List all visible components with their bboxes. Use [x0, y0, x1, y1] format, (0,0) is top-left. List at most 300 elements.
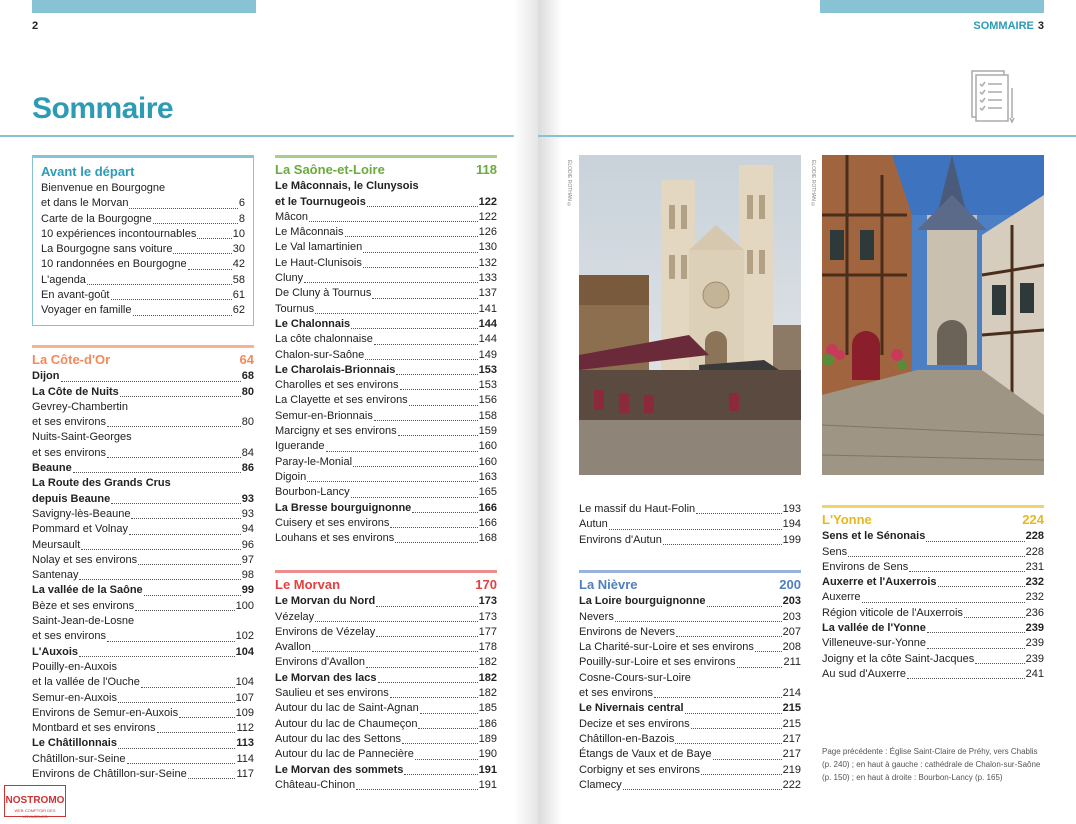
toc-entry-page: 239: [1025, 637, 1044, 650]
toc-entry-page: 102: [235, 630, 254, 643]
toc-entry-title: Cosne-Cours-sur-Loire: [579, 671, 691, 684]
dot-leader: [129, 208, 237, 209]
toc-entry: [579, 640, 801, 655]
toc-entry-title: Environs de Vézelay: [275, 625, 376, 638]
dot-leader: [609, 529, 782, 530]
toc-entry-page: 199: [782, 533, 801, 546]
toc-entry: [822, 529, 1044, 544]
dot-leader: [79, 656, 235, 657]
toc-entry-page: 236: [1025, 606, 1044, 619]
toc-entry: [275, 470, 497, 485]
dot-leader: [420, 713, 478, 714]
toc-entry-title: Autun: [579, 518, 608, 531]
toc-entry-page: 156: [478, 394, 497, 407]
toc-entry-page: 126: [478, 226, 497, 239]
toc-entry-title: 10 randonnées en Bourgogne: [41, 258, 187, 271]
dot-leader: [663, 544, 782, 545]
toc-entry-page: 100: [235, 599, 254, 612]
toc-entry-page: 203: [782, 595, 801, 608]
dot-leader: [615, 621, 782, 622]
toc-entry: [275, 179, 497, 194]
toc-entry-page: 122: [478, 210, 497, 223]
dot-leader: [157, 732, 236, 733]
toc-list-saone: [275, 179, 497, 546]
toc-column-nievre: [579, 570, 801, 793]
toc-entry-page: 112: [236, 722, 254, 735]
section-heading-saone: [275, 158, 497, 179]
dot-leader: [395, 542, 477, 543]
section-heading-yonne: [822, 508, 1044, 529]
dot-leader: [964, 617, 1025, 618]
left-page-number: 2: [32, 20, 39, 32]
toc-entry-page: 109: [235, 706, 254, 719]
photo-chalon-cathedral: [579, 155, 801, 475]
toc-entry: [32, 675, 254, 690]
toc-entry: [275, 778, 497, 793]
toc-entry-title: La vallée de la Saône: [32, 584, 143, 597]
dot-leader: [87, 284, 232, 285]
dot-leader: [907, 678, 1025, 679]
toc-entry-page: 93: [241, 507, 254, 520]
toc-entry-title: Autour du lac de Chaumeçon: [275, 717, 418, 730]
toc-entry-title: Le Morvan du Nord: [275, 595, 376, 608]
toc-entry-title: Le Chalonnais: [275, 317, 351, 330]
section-page: 170: [475, 577, 497, 592]
toc-entry-page: 191: [478, 763, 497, 776]
toc-entry: [275, 671, 497, 686]
toc-entry-page: 182: [478, 656, 497, 669]
toc-entry-page: 159: [478, 425, 497, 438]
toc-entry: [275, 640, 497, 655]
toc-entry-title: La Route des Grands Crus: [32, 477, 171, 490]
section-title: L'Yonne: [822, 512, 872, 527]
toc-entry: [41, 303, 245, 318]
dot-leader: [107, 457, 241, 458]
toc-entry-page: 182: [478, 687, 497, 700]
dot-leader: [153, 223, 238, 224]
toc-entry: [275, 501, 497, 516]
toc-entry-page: 177: [478, 625, 497, 638]
toc-entry-title: Autour du lac des Settons: [275, 732, 401, 745]
top-color-bar-right: [820, 0, 1044, 13]
dot-leader: [623, 789, 782, 790]
toc-entry-page: 215: [782, 702, 801, 715]
toc-entry-title: La Loire bourguignonne: [579, 595, 706, 608]
section-title: La Côte-d'Or: [32, 352, 111, 367]
checklist-icon: [968, 68, 1016, 124]
dot-leader: [312, 651, 478, 652]
toc-entry: [275, 195, 497, 210]
toc-entry-page: 231: [1025, 560, 1044, 573]
section-title: La Saône-et-Loire: [275, 162, 385, 177]
dot-leader: [133, 315, 232, 316]
toc-entry-title: depuis Beaune: [32, 492, 111, 505]
toc-entry-title: Clamecy: [579, 778, 622, 791]
toc-entry-page: 165: [478, 486, 497, 499]
toc-entry-title: Voyager en famille: [41, 304, 132, 317]
toc-entry-page: 68: [241, 370, 254, 383]
toc-entry-title: Joigny et la côte Saint-Jacques: [822, 652, 975, 665]
toc-entry: [275, 256, 497, 271]
dot-leader: [61, 381, 241, 382]
toc-entry-page: 219: [782, 763, 801, 776]
toc-entry-page: 211: [783, 656, 801, 669]
toc-entry-title: Iguerande: [275, 440, 325, 453]
toc-entry-title: Auxerre et l'Auxerrois: [822, 576, 937, 589]
toc-entry-title: Villeneuve-sur-Yonne: [822, 637, 926, 650]
dot-leader: [676, 636, 782, 637]
toc-entry: [275, 317, 497, 332]
toc-entry-page: 222: [782, 778, 801, 791]
toc-entry: [32, 369, 254, 384]
dot-leader: [926, 541, 1024, 542]
toc-entry-page: 149: [478, 348, 497, 361]
toc-entry-page: 158: [478, 409, 497, 422]
dot-leader: [351, 497, 478, 498]
dot-leader: [696, 513, 781, 514]
toc-entry: [32, 599, 254, 614]
dot-leader: [73, 472, 241, 473]
toc-entry-title: Louhans et ses environs: [275, 532, 395, 545]
toc-entry-title: Pouilly-sur-Loire et ses environs: [579, 656, 736, 669]
toc-column-yonne: [822, 505, 1044, 682]
toc-entry: [579, 594, 801, 609]
dot-leader: [81, 549, 240, 550]
nostromo-logo: [4, 785, 66, 817]
toc-entry: [32, 385, 254, 400]
top-color-bar-left: [32, 0, 256, 13]
toc-entry-page: 114: [236, 752, 254, 765]
dot-leader: [755, 651, 782, 652]
toc-entry-title: Le Mâconnais: [275, 226, 344, 239]
dot-leader: [366, 667, 478, 668]
toc-entry-page: 215: [782, 717, 801, 730]
toc-entry: [579, 671, 801, 686]
toc-entry: [579, 655, 801, 670]
toc-entry-title: La côte chalonnaise: [275, 333, 373, 346]
toc-entry-page: 61: [232, 289, 245, 302]
dot-leader: [138, 564, 241, 565]
toc-entry-page: 173: [478, 595, 497, 608]
toc-entry: [32, 553, 254, 568]
toc-entry: [32, 629, 254, 644]
logo-tagline: WEB COMPTOIR DES VOYAGEURS: [14, 808, 56, 819]
dot-leader: [120, 396, 241, 397]
toc-entry-page: 62: [232, 304, 245, 317]
toc-entry-title: Cluny: [275, 272, 304, 285]
toc-entry-title: Le Nivernais central: [579, 702, 684, 715]
toc-entry-page: 232: [1025, 591, 1044, 604]
dot-leader: [309, 221, 478, 222]
toc-entry: [275, 531, 497, 546]
toc-entry: [579, 747, 801, 762]
dot-leader: [131, 518, 240, 519]
running-header: [973, 20, 1044, 32]
dot-leader: [111, 503, 241, 504]
section-page: 64: [239, 352, 254, 367]
title-rule-right: [538, 135, 1076, 137]
toc-entry: [579, 778, 801, 793]
dot-leader: [848, 556, 1025, 557]
toc-entry-title: Château-Chinon: [275, 778, 356, 791]
dot-leader: [118, 748, 235, 749]
toc-entry-page: 228: [1025, 530, 1044, 543]
toc-entry: [32, 446, 254, 461]
toc-entry-title: et ses environs: [32, 630, 106, 643]
toc-entry-page: 214: [782, 687, 801, 700]
dot-leader: [691, 728, 782, 729]
photo-credit-2: ÉLODIE ROTHAN ©: [810, 160, 816, 209]
dot-leader: [79, 579, 240, 580]
toc-entry: [41, 227, 245, 242]
section-title: La Nièvre: [579, 577, 638, 592]
toc-entry: [275, 455, 497, 470]
toc-entry: [275, 225, 497, 240]
toc-entry: [275, 485, 497, 500]
toc-entry: [32, 415, 254, 430]
toc-entry-page: 10: [232, 227, 245, 240]
toc-entry: [32, 721, 254, 736]
toc-entry-page: 58: [232, 273, 245, 286]
dot-leader: [367, 206, 478, 207]
toc-entry: [41, 242, 245, 257]
dot-leader: [412, 512, 477, 513]
toc-entry-page: 153: [478, 379, 497, 392]
dot-leader: [737, 667, 783, 668]
toc-entry-page: 80: [241, 416, 254, 429]
toc-entry-title: Savigny-lès-Beaune: [32, 507, 131, 520]
dot-leader: [390, 527, 477, 528]
page-title: Sommaire: [32, 92, 174, 125]
toc-entry: [275, 210, 497, 225]
dot-leader: [685, 713, 782, 714]
toc-column-cote: [32, 345, 254, 782]
toc-entry: [579, 533, 801, 548]
section-heading-cote: [32, 348, 254, 369]
toc-entry-title: Le Charolais-Brionnais: [275, 363, 396, 376]
toc-entry: [32, 706, 254, 721]
toc-entry-title: En avant-goût: [41, 289, 110, 302]
toc-entry-title: Châtillon-en-Bazois: [579, 732, 675, 745]
toc-entry-page: 232: [1025, 576, 1044, 589]
dot-leader: [378, 682, 478, 683]
toc-entry-page: 6: [238, 197, 245, 210]
toc-entry-page: 144: [478, 317, 497, 330]
dot-leader: [307, 481, 477, 482]
toc-entry: [32, 614, 254, 629]
toc-list-yonne: [822, 529, 1044, 682]
toc-entry: [32, 752, 254, 767]
toc-entry: [275, 240, 497, 255]
dot-leader: [304, 282, 478, 283]
dot-leader: [396, 374, 477, 375]
toc-entry-title: Environs de Châtillon-sur-Seine: [32, 768, 187, 781]
toc-entry-page: 191: [478, 778, 497, 791]
toc-entry-page: 160: [478, 455, 497, 468]
toc-entry-title: Meursault: [32, 538, 81, 551]
toc-entry-title: Gevrey-Chambertin: [32, 400, 128, 413]
toc-entry-page: 86: [241, 462, 254, 475]
toc-entry-page: 117: [236, 768, 254, 781]
toc-entry: [275, 625, 497, 640]
right-page-number: 3: [1037, 20, 1044, 32]
toc-entry-title: Pouilly-en-Auxois: [32, 660, 117, 673]
toc-entry-title: Environs d'Autun: [579, 533, 662, 546]
toc-entry: [275, 363, 497, 378]
dot-leader: [188, 269, 232, 270]
toc-entry-page: 8: [238, 212, 245, 225]
toc-entry: [275, 686, 497, 701]
dot-leader: [345, 236, 478, 237]
toc-entry-title: Environs de Semur-en-Auxois: [32, 706, 179, 719]
dot-leader: [402, 743, 478, 744]
toc-entry: [275, 594, 497, 609]
toc-entry-title: L'Auxois: [32, 645, 79, 658]
toc-entry-page: 208: [782, 641, 801, 654]
toc-entry: [275, 332, 497, 347]
toc-entry: [32, 767, 254, 782]
toc-entry: [275, 701, 497, 716]
toc-entry-page: 207: [782, 625, 801, 638]
toc-entry-page: 122: [478, 195, 497, 208]
toc-entry: [579, 610, 801, 625]
toc-entry-page: 130: [478, 241, 497, 254]
dot-leader: [179, 717, 235, 718]
toc-entry: [275, 655, 497, 670]
dot-leader: [376, 636, 477, 637]
dot-leader: [188, 778, 236, 779]
section-heading-morvan: [275, 573, 497, 594]
toc-entry-page: 239: [1025, 652, 1044, 665]
toc-entry-page: 97: [241, 553, 254, 566]
toc-entry-title: Tournus: [275, 302, 315, 315]
toc-entry-page: 239: [1025, 622, 1044, 635]
toc-entry-page: 228: [1025, 545, 1044, 558]
toc-entry-title: Saint-Jean-de-Losne: [32, 615, 135, 628]
toc-entry-title: et ses environs: [32, 416, 106, 429]
toc-entry: [41, 273, 245, 288]
toc-list-nievre: [579, 594, 801, 793]
toc-entry: [32, 660, 254, 675]
toc-entry-title: De Cluny à Tournus: [275, 287, 372, 300]
toc-entry-page: 190: [478, 748, 497, 761]
dot-leader: [390, 697, 478, 698]
toc-entry: [822, 667, 1044, 682]
dot-leader: [107, 641, 235, 642]
toc-entry-title: Pommard et Volnay: [32, 523, 128, 536]
dot-leader: [365, 359, 477, 360]
toc-entry: [32, 583, 254, 598]
toc-entry: [579, 717, 801, 732]
toc-entry: [275, 409, 497, 424]
dot-leader: [197, 238, 231, 239]
toc-entry: [822, 606, 1044, 621]
dot-leader: [111, 299, 232, 300]
toc-entry-title: Autour du lac de Saint-Agnan: [275, 702, 419, 715]
section-title: Avant le départ: [41, 164, 135, 179]
dot-leader: [938, 586, 1025, 587]
toc-entry: [41, 196, 245, 211]
toc-entry: [579, 502, 801, 517]
dot-leader: [415, 759, 478, 760]
toc-entry-title: Nuits-Saint-Georges: [32, 431, 132, 444]
toc-entry-title: Le Morvan des sommets: [275, 763, 404, 776]
toc-entry-page: 217: [782, 748, 801, 761]
dot-leader: [129, 534, 241, 535]
toc-entry-page: 194: [782, 518, 801, 531]
toc-entry-title: Nevers: [579, 610, 614, 623]
toc-entry: [41, 257, 245, 272]
toc-entry-title: Cuisery et ses environs: [275, 516, 390, 529]
toc-entry: [275, 424, 497, 439]
toc-entry: [275, 717, 497, 732]
toc-entry-title: Semur-en-Auxois: [32, 691, 117, 704]
logo-name: NOSTROMO: [5, 795, 65, 806]
toc-entry: [41, 288, 245, 303]
dot-leader: [404, 774, 477, 775]
toc-entry-title: La Charité-sur-Loire et ses environs: [579, 641, 754, 654]
toc-entry: [822, 652, 1044, 667]
toc-entry-page: 84: [241, 446, 254, 459]
toc-entry-title: La Bourgogne sans voiture: [41, 243, 173, 256]
toc-entry: [275, 286, 497, 301]
toc-entry-page: 217: [782, 732, 801, 745]
toc-entry-title: et le Tournugeois: [275, 195, 366, 208]
toc-entry: [32, 538, 254, 553]
toc-entry-page: 42: [232, 258, 245, 271]
toc-entry-title: Châtillon-sur-Seine: [32, 752, 126, 765]
toc-entry-page: 193: [782, 503, 801, 515]
dot-leader: [107, 426, 241, 427]
dot-leader: [315, 621, 478, 622]
toc-entry-title: Sens: [822, 545, 848, 558]
dot-leader: [315, 313, 478, 314]
toc-entry-title: Montbard et ses environs: [32, 722, 156, 735]
toc-list-morvan: [275, 594, 497, 793]
toc-column-morvan-cont: [579, 502, 801, 548]
dot-leader: [363, 267, 478, 268]
title-rule-left: [0, 135, 514, 137]
toc-entry-page: 166: [478, 501, 497, 514]
toc-entry-page: 99: [241, 584, 254, 597]
toc-entry-title: et la vallée de l'Ouche: [32, 676, 140, 689]
dot-leader: [141, 687, 235, 688]
toc-entry-page: 166: [478, 516, 497, 529]
toc-entry-title: Le Val lamartinien: [275, 241, 363, 254]
toc-entry: [822, 560, 1044, 575]
toc-entry-title: Le Châtillonnais: [32, 737, 117, 750]
toc-column-saone: [275, 155, 497, 546]
toc-entry-title: 10 expériences incontournables: [41, 227, 197, 240]
dot-leader: [374, 420, 478, 421]
toc-entry: [41, 212, 245, 227]
toc-entry-title: et ses environs: [579, 687, 653, 700]
dot-leader: [173, 253, 231, 254]
running-header-label: SOMMAIRE: [973, 20, 1034, 32]
box-avant-le-depart: [32, 155, 254, 326]
toc-entry-title: Chalon-sur-Saône: [275, 348, 365, 361]
toc-entry-title: La Bresse bourguignonne: [275, 501, 412, 514]
toc-entry-page: 80: [241, 385, 254, 398]
photo-caption: Page précédente : Église Saint-Claire de Préhy, vers Chablis (p. 240) ; en haut à gauche : cathédrale de Chalon-sur-Saône (p. 150) ; en haut à droite : Bourbon-Lancy (p. 165): [822, 747, 1041, 782]
toc-entry-title: Decize et ses environs: [579, 717, 690, 730]
toc-entry-title: Le Morvan des lacs: [275, 671, 377, 684]
toc-entry: [41, 181, 245, 196]
toc-entry: [32, 400, 254, 415]
toc-list-morvan-cont: [579, 502, 801, 548]
section-heading: [41, 164, 245, 181]
dot-leader: [118, 702, 235, 703]
